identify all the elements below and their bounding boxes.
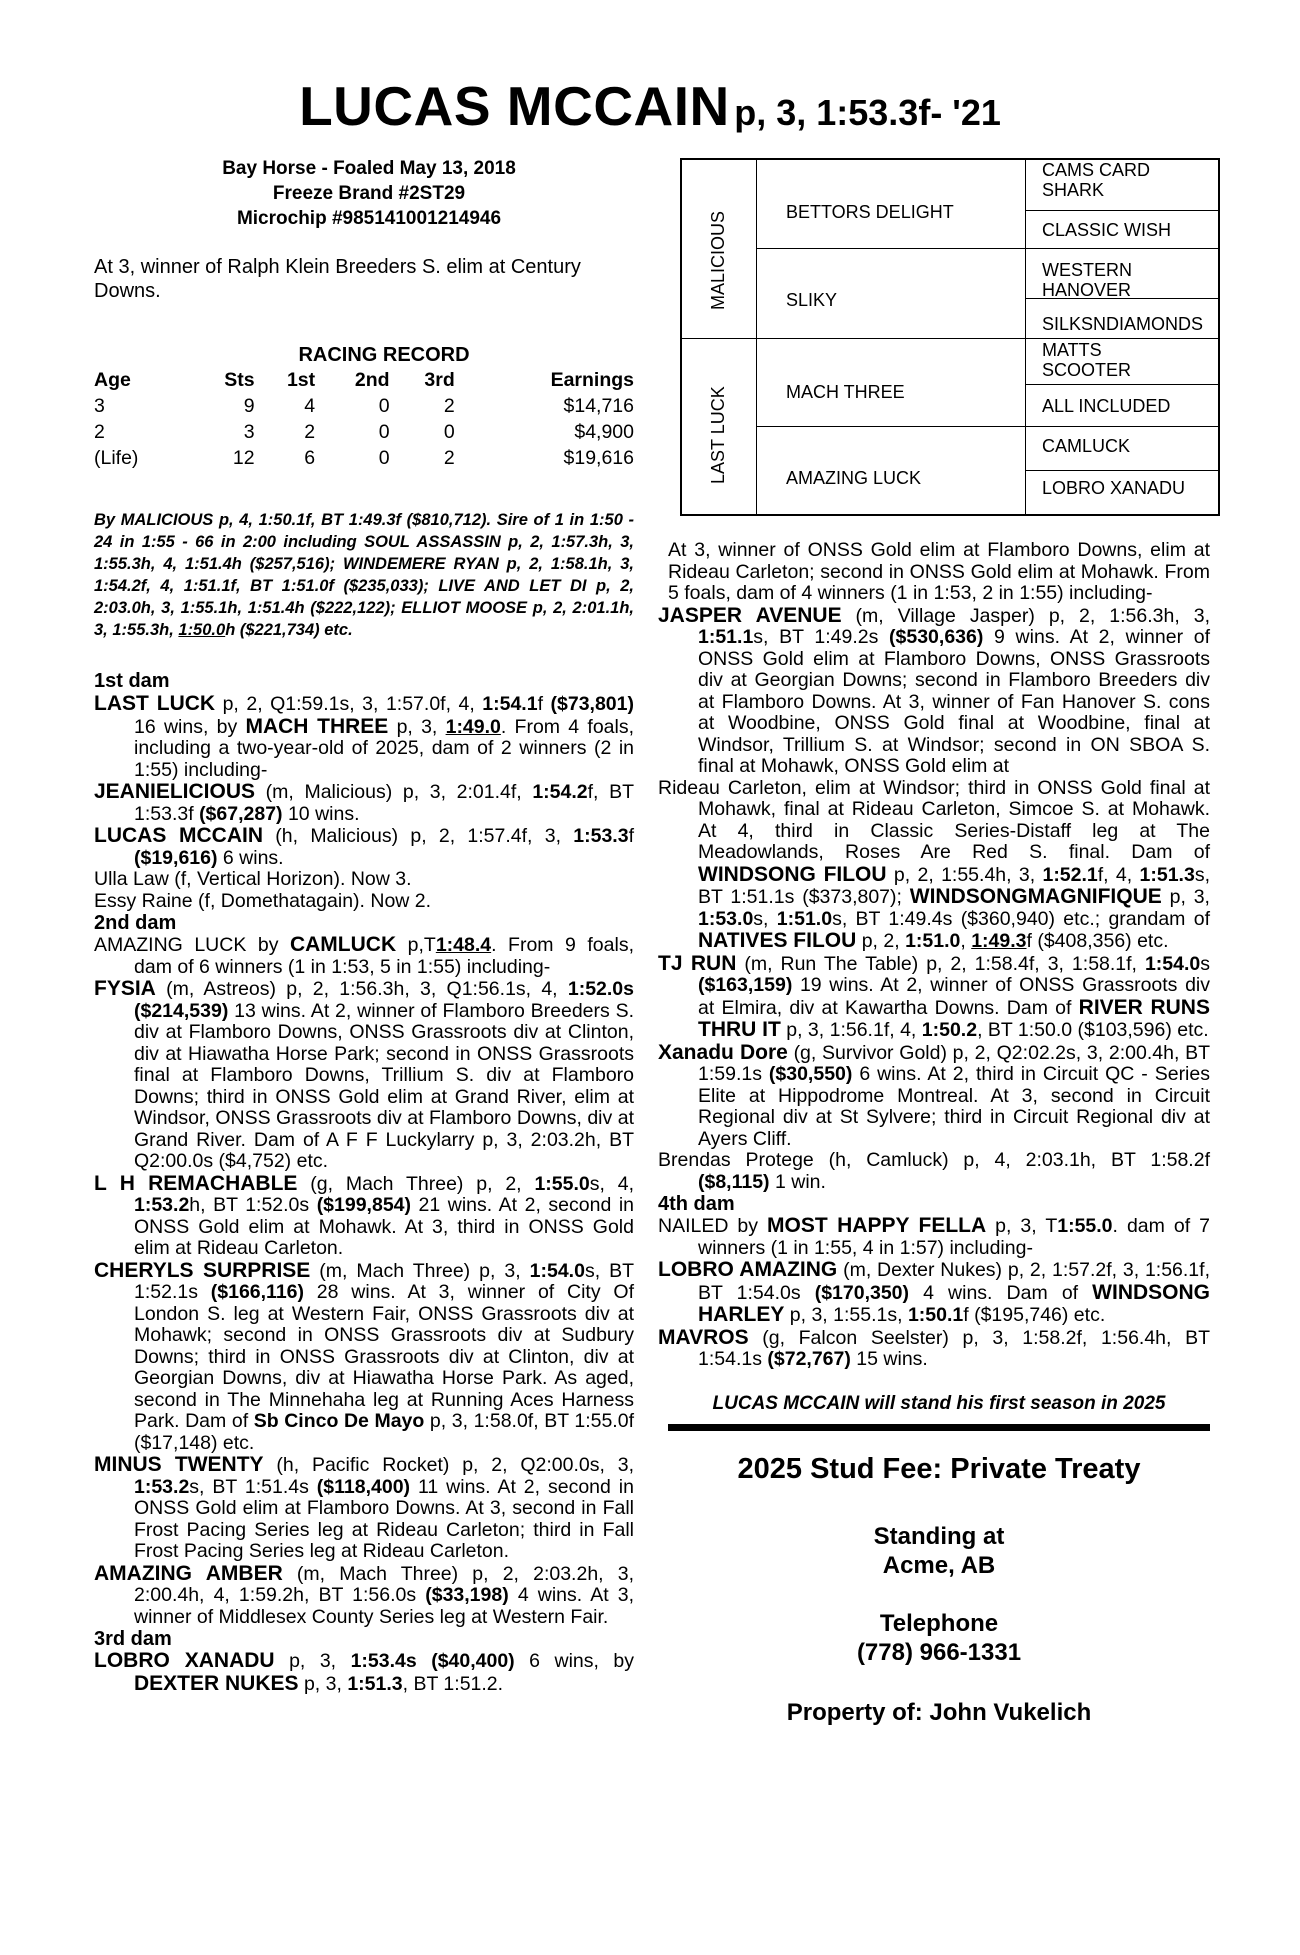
text: (m, Village Jasper) p, 2, 1:56.3h, 3, bbox=[841, 604, 1210, 627]
table-header-row bbox=[94, 367, 634, 393]
cell: 2 bbox=[94, 420, 105, 443]
text: 1:50.1 bbox=[907, 1304, 964, 1326]
text: (m, Astreos) p, 2, 1:56.3h, 3, Q1:56.1s, 4, bbox=[155, 978, 568, 1000]
horse-name: WINDSONG FILOU bbox=[698, 862, 887, 886]
horse-name: LAST LUCK bbox=[94, 692, 216, 715]
horse-name: L H REMACHABLE bbox=[94, 1171, 298, 1195]
text: . From 4 foals, including a two-year-old of 2025, dam of 2 winners (2 in 1:55) including- bbox=[134, 715, 635, 781]
dam-entry-nailed bbox=[658, 1215, 1210, 1259]
divider bbox=[756, 248, 1218, 249]
pedigree-dsd: ALL INCLUDED bbox=[1042, 396, 1171, 416]
horse-name: LOBRO AMAZING bbox=[658, 1258, 838, 1281]
text: f, BT 1:53.3f bbox=[134, 781, 634, 825]
racing-record-table bbox=[94, 367, 634, 471]
divider bbox=[1025, 210, 1218, 211]
pedigree-ddd: LOBRO XANADU bbox=[1042, 478, 1186, 498]
telephone-number: (778) 966-1331 bbox=[856, 1638, 1022, 1666]
text: s, 4, bbox=[589, 1172, 634, 1195]
text: 1:52.0s ($214,539) bbox=[134, 978, 634, 1022]
text: 1:51.3 bbox=[1139, 863, 1195, 886]
text: p, 2, 1:55.4h, 3, bbox=[886, 863, 1043, 886]
cell: 2 bbox=[443, 394, 455, 417]
text: , bbox=[960, 930, 972, 952]
horse-name: MOST HAPPY FELLA bbox=[767, 1214, 987, 1237]
divider bbox=[1025, 384, 1218, 385]
text: p,T bbox=[396, 934, 436, 956]
text: ($199,854) bbox=[316, 1194, 412, 1216]
stud-fee: 2025 Stud Fee: Private Treaty bbox=[737, 1452, 1141, 1485]
second-dam-heading: 2nd dam bbox=[94, 912, 177, 934]
text: ($67,287) bbox=[199, 802, 283, 825]
stud-tagline: LUCAS MCCAIN will stand his first season in 2025 bbox=[712, 1392, 1166, 1414]
cell: $19,616 bbox=[563, 446, 634, 469]
text: 15 wins. bbox=[850, 1348, 928, 1370]
text: 11 wins. At 2, second in ONSS Gold elim at Flamboro Downs. At 3, second in Fall Frost Pacing Series leg at Rideau Carleton; third in Fall Frost Pacing Series leg at Rideau Carleton. bbox=[134, 1475, 634, 1562]
id-block bbox=[104, 156, 634, 231]
horse-name: WINDSONG HARLEY bbox=[698, 1280, 1210, 1326]
horse-name: MACH THREE bbox=[245, 714, 389, 738]
col-header: 2nd bbox=[354, 368, 390, 391]
divider bbox=[682, 338, 1218, 339]
horse-name: WINDSONGMAGNIFIQUE bbox=[909, 885, 1162, 908]
divider bbox=[1025, 160, 1026, 514]
horse-name: CHERYLS SURPRISE bbox=[94, 1258, 311, 1282]
offspring-essy-raine: Essy Raine (f, Domethatagain). Now 2. bbox=[94, 889, 432, 912]
freeze-brand: Freeze Brand #2ST29 bbox=[272, 183, 466, 204]
text: (g, Survivor Gold) p, 2, Q2:02.2s, 3, 2:00.4h, BT 1:59.1s bbox=[698, 1041, 1211, 1085]
contact-phone bbox=[668, 1609, 1210, 1667]
text: (m, Dexter Nukes) p, 2, 1:57.2f, 3, 1:56.1f, BT 1:54.0s bbox=[698, 1259, 1210, 1304]
text: ($118,400) bbox=[316, 1475, 411, 1498]
text: 16 wins, by bbox=[134, 715, 246, 738]
table-row bbox=[94, 445, 634, 471]
telephone-label: Telephone bbox=[879, 1609, 999, 1637]
horse-name: MINUS TWENTY bbox=[94, 1453, 264, 1476]
horse-name: DEXTER NUKES bbox=[134, 1671, 299, 1695]
foaled-line: Bay Horse - Foaled May 13, 2018 bbox=[222, 158, 516, 179]
horse-name: LOBRO XANADU bbox=[94, 1649, 275, 1672]
pedigree-dam-dam: AMAZING LUCK bbox=[786, 468, 922, 488]
horse-name: AMAZING AMBER bbox=[94, 1561, 283, 1585]
col-header: Sts bbox=[224, 368, 255, 391]
fourth-dam-heading: 4th dam bbox=[658, 1193, 735, 1215]
text: 6 wins. At 2, third in Circuit QC - Series Elite at Hippodrome Montreal. At 3, second in Circuit Regional div at St Sylvere; third in Circuit Regional div at Ayers Cliff. bbox=[698, 1063, 1210, 1150]
text: ($33,198) bbox=[425, 1584, 509, 1606]
text: 9 wins. At 2, winner of ONSS Gold elim at Flamboro Downs, ONSS Grassroots div at Georgian Downs; second in Flamboro Breeders div at Flamboro Downs. At 3, winner of Fan Hanover S. cons at Woodbine, ONSS Gold final at Woodbine, final at Windsor, Trillium S. at Windsor; second in ON SBOA S. final at Mohawk, ONSS Gold elim at bbox=[698, 626, 1210, 777]
offspring-jeanielicious bbox=[94, 781, 634, 825]
horse-name: JASPER AVENUE bbox=[658, 603, 842, 627]
pedigree-dds: CAMLUCK bbox=[1042, 436, 1131, 456]
text: 13 wins. At 2, winner of Flamboro Breeders S. div at Flamboro Downs, ONSS Grassroots div at Clinton, div at Hiawatha Horse Park; second in ONSS Grassroots final at Flamboro Downs, Trillium S. div at Flamboro Downs; third in ONSS Gold elim at Grand River, elim at Windsor, ONSS Grassroots div at Flamboro Downs, div at Grand River. Dam of A F F Luckylarry p, 3, 2:03.2h, BT Q2:00.0s ($4,752) etc. bbox=[134, 999, 634, 1172]
pedigree-dam: LAST LUCK bbox=[708, 386, 728, 484]
horse-name: LUCAS MCCAIN bbox=[299, 75, 730, 137]
cell: $14,716 bbox=[563, 394, 634, 417]
text: (h, Malicious) p, 2, 1:57.4f, 3, bbox=[263, 825, 574, 847]
cell: 0 bbox=[443, 420, 455, 443]
text: 6 wins. bbox=[217, 846, 284, 869]
text: 21 wins. At 2, second in ONSS Gold elim at Mohawk. At 3, third in ONSS Gold elim at Rideau Carleton. bbox=[134, 1194, 634, 1259]
text: 1:53.2 bbox=[134, 1475, 190, 1498]
divider bbox=[756, 160, 757, 514]
text: ($73,801) bbox=[550, 693, 634, 715]
text: (h, Pacific Rocket) p, 2, Q2:00.0s, 3, bbox=[263, 1454, 635, 1476]
text: p, 3, bbox=[388, 715, 446, 738]
horse-name: MAVROS bbox=[658, 1325, 749, 1349]
microchip: Microchip #985141001214946 bbox=[236, 208, 502, 229]
text: , BT 1:51.2. bbox=[402, 1672, 504, 1695]
sire-text-underlined: 1:50.0 bbox=[178, 621, 226, 639]
horse-name: LUCAS MCCAIN bbox=[94, 824, 264, 847]
cell: 3 bbox=[243, 420, 255, 443]
text: 1:55.0 bbox=[534, 1172, 590, 1195]
text: 28 wins. At 3, winner of City Of London S. leg at Western Fair, ONSS Grassroots div at Mohawk; second in ONSS Grassroots div at Sudbury Downs; third in ONSS Grassroots div at Clinton, div at Georgian Downs, div at Hiawatha Horse Park. As aged, second in The Minnehaha leg at Running Aces Harness Park. Dam of bbox=[134, 1281, 634, 1432]
text: (m, Mach Three) p, 3, bbox=[310, 1259, 530, 1282]
cell: 0 bbox=[378, 394, 390, 417]
pedigree-sire: MALICIOUS bbox=[708, 210, 728, 310]
text: 1:49.3 bbox=[971, 930, 1027, 952]
cell: 2 bbox=[304, 420, 316, 443]
pedigree-ssd: CLASSIC WISH bbox=[1042, 220, 1172, 240]
pedigree-sss: CAMS CARD SHARK bbox=[1042, 160, 1151, 200]
pedigree-sds: WESTERN HANOVER bbox=[1042, 260, 1132, 300]
table-row bbox=[94, 419, 634, 445]
offspring-lucas-mccain bbox=[94, 825, 634, 869]
text: . From 9 foals, dam of 6 winners (1 in 1:53, 5 in 1:55) including- bbox=[134, 934, 634, 978]
owner: Property of: John Vukelich bbox=[786, 1698, 1092, 1726]
text: ($166,116) bbox=[210, 1281, 305, 1303]
horse-name: Xanadu Dore bbox=[658, 1040, 788, 1064]
text: s, BT 1:49.2s bbox=[753, 626, 890, 648]
text: 1:51.0 bbox=[905, 930, 961, 952]
third-dam-intro: At 3, winner of ONSS Gold elim at Flamboro Downs, elim at Rideau Carleton; second in ONSS Gold elim at Mohawk. From 5 foals, dam of 4 winners (1 in 1:53, 2 in 1:55) including- bbox=[668, 539, 1210, 604]
cell: 6 bbox=[304, 446, 316, 469]
horse-name: TJ RUN bbox=[658, 951, 737, 975]
text: AMAZING LUCK by bbox=[94, 934, 290, 956]
divider bbox=[1025, 470, 1218, 471]
pedigree-sire-dam: SLIKY bbox=[786, 290, 838, 310]
text: 1:55.0 bbox=[1057, 1215, 1113, 1237]
cell: 9 bbox=[243, 394, 255, 417]
pedigree-chart bbox=[680, 158, 1220, 516]
offspring-amazing-amber bbox=[94, 1563, 634, 1629]
text: 4 wins. Dam of bbox=[909, 1281, 1093, 1304]
text: (g, Falcon Seelster) p, 3, 1:58.2f, 1:56.4h, BT 1:54.1s bbox=[698, 1326, 1210, 1370]
text: p, 3, bbox=[1161, 886, 1210, 908]
offspring-ulla-law: Ulla Law (f, Vertical Horizon). Now 3. bbox=[94, 868, 412, 890]
text: Rideau Carleton, elim at Windsor; third in ONSS Gold final at Mohawk, final at Rideau Carleton, Simcoe S. at Mohawk. At 4, third in Classic Series-Distaff leg at The Meadowlands, Roses Are Red S. final. Dam of bbox=[658, 776, 1210, 863]
text: 1:54.0 bbox=[1144, 952, 1201, 975]
offspring-brendas-protege bbox=[658, 1150, 1210, 1193]
sire-text-end: h ($221,734) etc. bbox=[225, 621, 353, 639]
text: 6 wins, by bbox=[514, 1650, 635, 1672]
text: 1:52.1 bbox=[1042, 863, 1098, 886]
text: p, 3, 1:55.1s, bbox=[784, 1304, 908, 1326]
col-header: 1st bbox=[286, 368, 316, 391]
text: p, 2, bbox=[856, 930, 906, 952]
cell: 2 bbox=[443, 446, 455, 469]
text: (g, Mach Three) p, 2, bbox=[297, 1172, 535, 1195]
text: p, 2, Q1:59.1s, 3, 1:57.0f, 4, bbox=[215, 693, 483, 715]
text: 4 wins. At 3, winner of Middlesex County Series leg at Western Fair. bbox=[134, 1584, 634, 1628]
pedigree-dss: MATTS SCOOTER bbox=[1042, 340, 1132, 380]
text: h, BT 1:52.0s bbox=[189, 1194, 317, 1216]
text: ($30,550) bbox=[768, 1063, 853, 1085]
text: 1:53.2 bbox=[134, 1194, 190, 1216]
text: p, 3, bbox=[274, 1650, 351, 1672]
text: 10 wins. bbox=[282, 802, 360, 825]
horse-name: FYSIA bbox=[94, 977, 156, 1000]
text: f ($408,356) etc. bbox=[1026, 930, 1169, 952]
text: 1:54.2 bbox=[532, 781, 588, 803]
text: p, 3, bbox=[298, 1672, 348, 1695]
horse-name: NATIVES FILOU bbox=[698, 929, 857, 952]
pedigree-sdd: SILKSNDIAMONDS bbox=[1042, 314, 1204, 334]
text: p, 3, 1:58.0f, BT 1:55.0f ($17,148) etc. bbox=[134, 1410, 634, 1454]
text: s, BT 1:51.4s bbox=[189, 1475, 317, 1498]
offspring-minus-twenty bbox=[94, 1454, 634, 1563]
cell: 0 bbox=[378, 420, 390, 443]
dam-entry-last-luck bbox=[94, 693, 634, 781]
text: ($19,616) bbox=[134, 846, 218, 869]
offspring-jasper-avenue bbox=[658, 605, 1210, 778]
intro-text: At 3, winner of Ralph Klein Breeders S. elim at Century Downs. bbox=[94, 256, 581, 302]
text: 1:48.4 bbox=[435, 934, 492, 956]
text: 1:49.0 bbox=[445, 715, 501, 738]
text: 1:51.1 bbox=[698, 626, 754, 648]
sire-text: By MALICIOUS p, 4, 1:50.1f, BT 1:49.3f ($810,712). Sire of 1 in 1:50 - 24 in 1:55 - 66 in 2:00 including SOUL ASSASSIN p, 2, 1:57.3h, 3, 1:55.3h, 4, 1:51.4h ($257,516); WINDEMERE RYAN p, 2, 1:58.1h, 3, 1:54.2f, 4, 1:51.1f, BT 1:51.0f ($235,033); LIVE AND LET DI p, 2, 2:03.0h, 3, 1:55.1h, 1:51.4h ($222,122); ELLIOT MOOSE p, 2, 2:01.1h, 3, 1:55.3h, bbox=[94, 511, 634, 639]
text: p, 3, T bbox=[986, 1215, 1058, 1237]
text: (m, Mach Three) p, 2, 2:03.2h, 3, 2:00.4h, 4, 1:59.2h, BT 1:56.0s bbox=[134, 1562, 634, 1606]
text: ($8,115) bbox=[698, 1170, 770, 1193]
cell: (Life) bbox=[94, 446, 139, 469]
text: ($163,159) bbox=[698, 974, 793, 996]
text: f, 4, bbox=[1097, 863, 1140, 886]
divider-rule bbox=[668, 1424, 1210, 1431]
col-header: 3rd bbox=[424, 368, 455, 391]
text: s, BT 1:49.4s ($360,940) etc.; grandam of bbox=[832, 907, 1210, 930]
pedigree-sire-sire: BETTORS DELIGHT bbox=[786, 202, 954, 222]
text: 1:50.2 bbox=[921, 1019, 978, 1041]
offspring-lh-remachable bbox=[94, 1173, 634, 1260]
text: . dam of 7 winners (1 in 1:55, 4 in 1:57) including- bbox=[698, 1215, 1210, 1259]
text: ($72,767) bbox=[767, 1348, 851, 1370]
right-column bbox=[658, 539, 1211, 1727]
text: f bbox=[537, 693, 551, 715]
text: f ($195,746) etc. bbox=[963, 1304, 1106, 1326]
offspring-cheryls-surprise bbox=[94, 1260, 634, 1455]
text: (m, Run The Table) p, 2, 1:58.4f, 3, 1:58.1f, bbox=[736, 952, 1145, 975]
text: s, BT 1:52.1s bbox=[134, 1259, 634, 1303]
text: NAILED by bbox=[658, 1215, 768, 1237]
page-title bbox=[0, 74, 1300, 138]
text: ($530,636) bbox=[889, 626, 984, 648]
text: , BT 1:50.0 ($103,596) etc. bbox=[977, 1019, 1209, 1041]
horse-record: p, 3, 1:53.3f- '21 bbox=[734, 92, 1001, 133]
text: (m, Malicious) p, 3, 2:01.4f, bbox=[255, 781, 533, 803]
text: 1:54.1 bbox=[482, 693, 538, 715]
dam-entry-amazing-luck bbox=[94, 934, 634, 978]
horse-name: RIVER RUNS THRU IT bbox=[698, 995, 1210, 1041]
offspring-jasper-avenue-cont bbox=[642, 778, 1210, 953]
text: Brendas Protege (h, Camluck) p, 4, 2:03.1h, BT 1:58.2f bbox=[658, 1149, 1210, 1171]
table-row bbox=[94, 393, 634, 419]
text: 1:53.4s ($40,400) bbox=[350, 1650, 515, 1672]
third-dam-heading: 3rd dam bbox=[94, 1628, 172, 1650]
horse-name: JEANIELICIOUS bbox=[94, 780, 256, 803]
offspring-tj-run bbox=[658, 953, 1210, 1042]
text: s, bbox=[753, 907, 777, 930]
divider bbox=[756, 426, 1218, 427]
text: 1:53.0 bbox=[698, 907, 754, 930]
cell: $4,900 bbox=[574, 420, 634, 443]
left-column bbox=[94, 156, 634, 1695]
text: s bbox=[1200, 952, 1210, 975]
standing-place: Acme, AB bbox=[882, 1551, 996, 1579]
offspring-mavros bbox=[658, 1327, 1210, 1371]
text: p, 3, 1:56.1f, 4, bbox=[780, 1019, 922, 1041]
sire-summary bbox=[94, 509, 634, 641]
racing-record-title: RACING RECORD bbox=[298, 344, 470, 366]
dam-entry-lobro-xanadu bbox=[94, 1650, 634, 1695]
text: s, BT 1:51.1s ($373,807); bbox=[698, 863, 1210, 908]
text: Sb Cinco De Mayo bbox=[253, 1410, 425, 1432]
first-dam-heading: 1st dam bbox=[94, 670, 170, 692]
text: f bbox=[628, 825, 634, 847]
text: 1:53.3 bbox=[573, 825, 629, 847]
standing-label: Standing at bbox=[873, 1522, 1005, 1550]
cell: 3 bbox=[94, 394, 105, 417]
standing-location bbox=[668, 1522, 1210, 1580]
offspring-lobro-amazing bbox=[658, 1259, 1210, 1327]
text: 1:51.3 bbox=[347, 1672, 403, 1695]
cell: 4 bbox=[304, 394, 316, 417]
offspring-fysia bbox=[94, 978, 634, 1173]
col-header: Age bbox=[94, 368, 131, 391]
offspring-xanadu-dore bbox=[658, 1042, 1210, 1151]
text: 1:54.0 bbox=[529, 1259, 585, 1282]
cell: 0 bbox=[378, 446, 390, 469]
col-header: Earnings bbox=[550, 368, 634, 391]
cell: 12 bbox=[232, 446, 255, 469]
horse-name: CAMLUCK bbox=[289, 933, 397, 956]
pedigree-dam-sire: MACH THREE bbox=[786, 382, 905, 402]
text: 1:51.0 bbox=[776, 907, 833, 930]
text: 1 win. bbox=[769, 1170, 826, 1193]
text: 19 wins. At 2, winner of ONSS Grassroots div at Elmira, div at Kawartha Downs. Dam of bbox=[698, 974, 1210, 1019]
text: ($170,350) bbox=[814, 1281, 910, 1304]
